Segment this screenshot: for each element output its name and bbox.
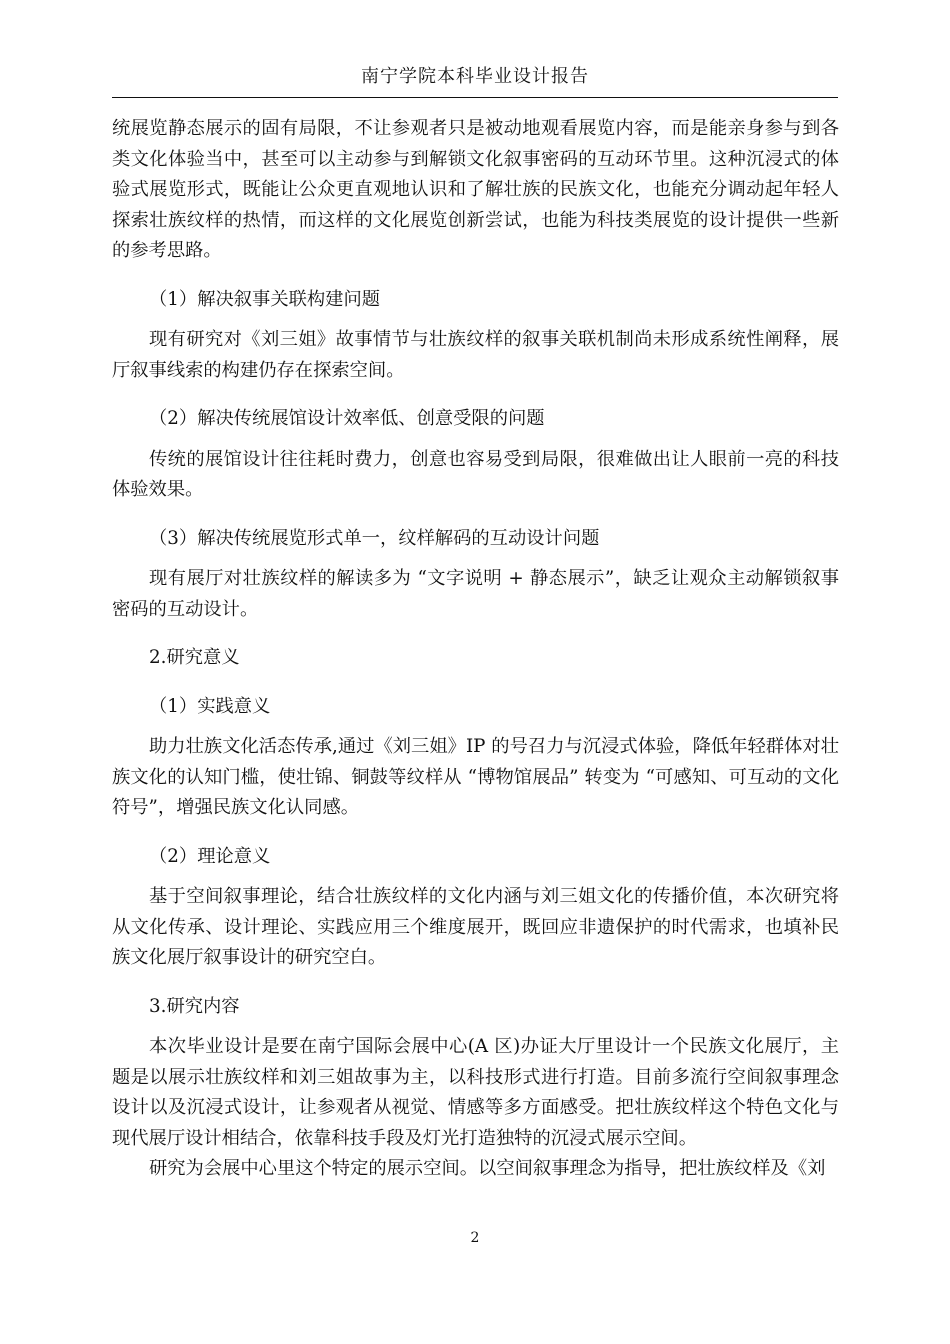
paragraph-content-1: 本次毕业设计是要在南宁国际会展中心(A 区)办证大厅里设计一个民族文化展厅，主题是以展示壮族纹样和刘三姐故事为主，以科技形式进行打造。目前多流行空间叙事理念设计以及沉浸式设计，让参观者从视觉、情感等多方面感受。把壮族纹样这个特色文化与现代展厅设计相结合，依靠科技手段及灯光打造独特的沉浸式展示空间。 bbox=[112, 1036, 839, 1149]
page-number: 2 bbox=[470, 1230, 480, 1246]
intro-paragraph: 统展览静态展示的固有局限，不让参观者只是被动地观看展览内容，而是能亲身参与到各类文化体验当中，甚至可以主动参与到解锁文化叙事密码的互动环节里。这种沉浸式的体验式展览形式，既能让公众更直观地认识和了解壮族的民族文化，也能充分调动起年轻人探索壮族纹样的热情，而这样的文化展览创新尝试，也能为科技类展览的设计提供一些新的参考思路。 bbox=[112, 118, 839, 261]
paragraph-narrative: 现有研究对《刘三姐》故事情节与壮族纹样的叙事关联机制尚未形成系统性阐释，展厅叙事线索的构建仍存在探索空间。 bbox=[112, 329, 839, 381]
item-heading-2: （2）解决传统展馆设计效率低、创意受限的问题 bbox=[149, 408, 545, 429]
paragraph-efficiency: 传统的展馆设计往往耗时费力，创意也容易受到局限，很难做出让人眼前一亮的科技体验效果。 bbox=[112, 448, 839, 500]
paragraph-theoretical: 基于空间叙事理论，结合壮族纹样的文化内涵与刘三姐文化的传播价值，本次研究将从文化传承、设计理论、实践应用三个维度展开，既回应非遗保护的时代需求，也填补民族文化展厅叙事设计的研究空白。 bbox=[112, 886, 839, 968]
item-heading-theoretical: （2）理论意义 bbox=[149, 845, 271, 867]
paragraph-practical: 助力壮族文化活态传承,通过《刘三姐》IP 的号召力与沉浸式体验，降低年轻群体对壮族文化的认知门槛，使壮锦、铜鼓等纹样从 “博物馆展品” 转变为 “可感知、可互动的文化符号”，增强民族文化认同感。 bbox=[112, 736, 839, 818]
paragraph-content-2: 研究为会展中心里这个特定的展示空间。以空间叙事理念为指导，把壮族纹样及《刘 bbox=[149, 1158, 826, 1179]
page-header: 南宁学院本科毕业设计报告 bbox=[361, 66, 589, 87]
paragraph-interaction: 现有展厅对壮族纹样的解读多为 “文字说明 + 静态展示”，缺乏让观众主动解锁叙事密码的互动设计。 bbox=[112, 568, 839, 620]
item-heading-practical: （1）实践意义 bbox=[149, 695, 271, 717]
item-heading-1: （1）解决叙事关联构建问题 bbox=[149, 288, 381, 310]
item-heading-3: （3）解决传统展览形式单一，纹样解码的互动设计问题 bbox=[149, 527, 600, 549]
section-heading-content: 3.研究内容 bbox=[149, 995, 240, 1017]
header-divider bbox=[112, 97, 838, 98]
section-heading-significance: 2.研究意义 bbox=[149, 647, 240, 668]
document-body bbox=[112, 114, 839, 1185]
